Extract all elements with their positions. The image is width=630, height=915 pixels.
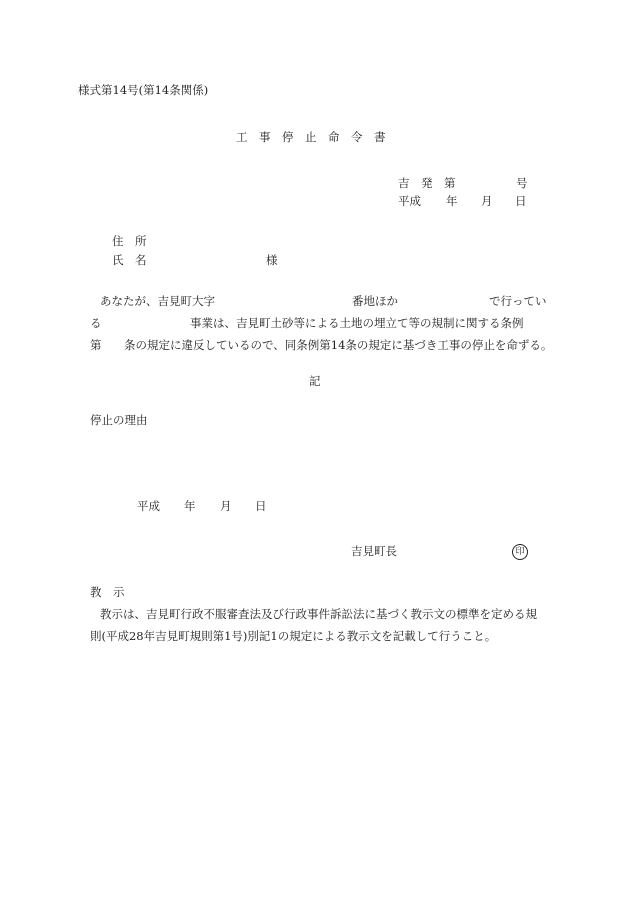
- seal-mark: 印: [512, 544, 528, 560]
- ki-heading: 記: [309, 374, 321, 388]
- notice-date-era: 平成: [137, 499, 160, 513]
- issue-date-month: 月: [481, 194, 493, 208]
- issuer-title: 吉見町長: [351, 544, 397, 558]
- body-line2-rest: 事業は、吉見町土砂等による土地の埋立て等の規制に関する条例: [190, 316, 524, 330]
- document-title: 工 事 停 止 命 令 書: [236, 130, 386, 144]
- honorific: 様: [266, 253, 278, 267]
- issue-date-era: 平成: [398, 194, 421, 208]
- body-line2-start: る: [90, 316, 102, 330]
- notice-date-year: 年: [184, 499, 196, 513]
- reason-label: 停止の理由: [90, 413, 148, 427]
- notice-date-day: 日: [255, 499, 267, 513]
- address-label: 住 所: [112, 234, 147, 248]
- body-line1-end: で行ってい: [489, 294, 547, 308]
- issue-date-day: 日: [515, 194, 527, 208]
- instruction-heading: 教 示: [90, 585, 125, 599]
- body-line3-start: 第: [90, 338, 102, 352]
- issue-date-year: 年: [446, 194, 458, 208]
- body-line3-rest: 条の規定に違反しているので、同条例第14条の規定に基づき工事の停止を命ずる。: [124, 338, 553, 352]
- instruction-line2: 則(平成28年吉見町規則第1号)別記1の規定による教示文を記載して行うこと。: [90, 629, 497, 643]
- body-line1-start: あなたが、吉見町大字: [100, 294, 215, 308]
- notice-date-month: 月: [220, 499, 232, 513]
- reference-number-suffix: 号: [516, 176, 528, 190]
- instruction-line1: 教示は、吉見町行政不服審査法及び行政事件訴訟法に基づく教示文の標準を定める規: [100, 607, 537, 621]
- reference-number-label: 吉 発 第: [398, 176, 456, 190]
- body-line1-mid: 番地ほか: [352, 294, 398, 308]
- name-label: 氏 名: [112, 253, 147, 267]
- form-number: 様式第14号(第14条関係): [78, 83, 209, 97]
